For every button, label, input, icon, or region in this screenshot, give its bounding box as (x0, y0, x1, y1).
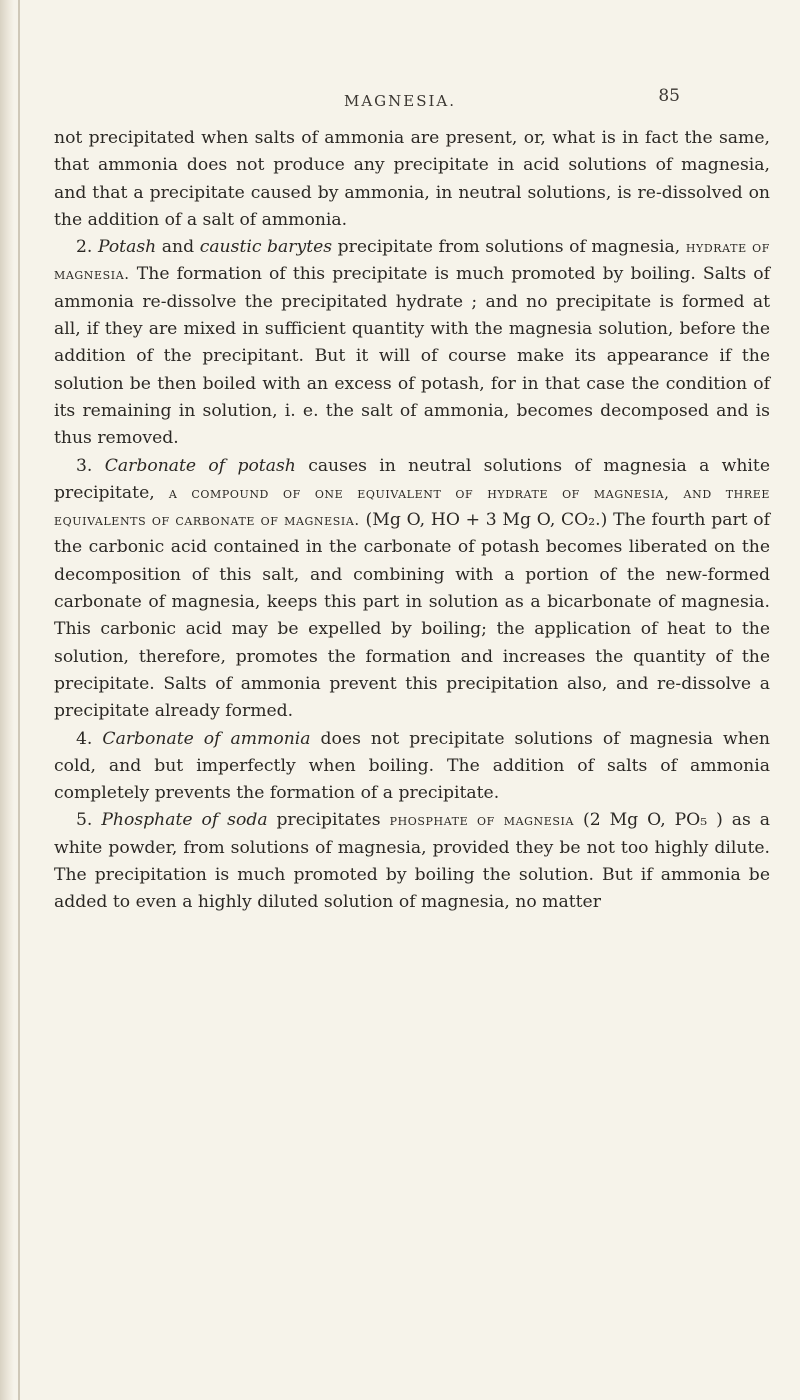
paragraph-5 (54, 807, 770, 916)
paragraph-text: does not precipitate solutions of magnesia when cold, and but imperfectly when boiling. The addition of salts of ammonia completely prevents the formation of a precipitate. (54, 728, 770, 804)
paragraph-2 (54, 234, 770, 452)
page-number: 85 (658, 86, 680, 106)
paragraph-3 (54, 453, 770, 726)
page-header (0, 86, 800, 116)
conjunction: and (161, 237, 195, 258)
item-number: 4. (76, 728, 93, 749)
paragraph-text: The fourth part of the carbonic acid contained in the carbonate of potash becomes liberated on the decomposition of this salt, and combining with a portion of the new-formed carbonate of magnesia, keeps this part in solution as a bicarbonate of magnesia. This carbonic acid may be expelled by boiling; the application of heat to the solution, therefore, promotes the formation and increases the quantity of the precipitate. Salts of ammonia prevent this precipitation also, and re-dissolve a precipitate already formed. (54, 510, 771, 722)
paragraph-text: causes in neutral solutions of magnesia a white precipitate, (54, 455, 770, 503)
body-text (54, 125, 770, 917)
compound-name: phosphate of magnesia (389, 811, 575, 830)
chemical-formula: (2 Mg O, PO₅ ) (582, 810, 723, 831)
reagent-name: Carbonate of ammonia (102, 728, 311, 749)
reagent-name: Phosphate of soda (101, 810, 268, 831)
compound-name: a compound of one equivalent of hydrate of magnesia, and three equivalents of carbonate of magnesia. (54, 483, 770, 530)
reagent-name-2: caustic barytes (199, 237, 333, 258)
reagent-name: Potash (97, 237, 157, 258)
page-binding-edge (0, 0, 14, 1400)
item-number: 3. (76, 455, 93, 476)
gutter-line (18, 0, 20, 1400)
paragraph-text: precipitates (276, 810, 381, 831)
paragraph-text: The formation of this precipitate is much promoted by boiling. Salts of ammonia re-dissolve the precipitated hydrate ; and no precipitate is formed at all, if they are mixed in sufficient quantity with the magnesia solution, before the addition of the precipitant. But it will of course make its appearance if the solution be then boiled with an excess of potash, for in that case the condition of its remaining in solution, i. e. the salt of ammonia, becomes decomposed and is thus removed. (54, 264, 771, 449)
paragraph-text: as a white powder, from solutions of magnesia, provided they be not too highly dilute. The precipitation is much promoted by boiling the solution. But if ammonia be added to even a highly diluted solution of magnesia, no matter (54, 810, 771, 913)
reagent-name: Carbonate of potash (104, 455, 296, 476)
paragraph-1: not precipitated when salts of ammonia are present, or, what is in fact the same, that ammonia does not produce any precipitate in acid solutions of magnesia, and that a precipitate caused by ammonia, in neutral solutions, is re-dissolved on the addition of a salt of ammonia. (54, 128, 770, 230)
compound-name: hydrate of magnesia. (54, 238, 771, 284)
item-number: 5. (76, 810, 93, 831)
running-head: MAGNESIA. (343, 92, 457, 110)
paragraph-text: precipitate from solutions of magnesia, (337, 237, 681, 258)
item-number: 2. (76, 237, 93, 258)
paragraph-4 (54, 726, 770, 808)
chemical-formula: (Mg O, HO + 3 Mg O, CO₂.) (365, 510, 608, 531)
